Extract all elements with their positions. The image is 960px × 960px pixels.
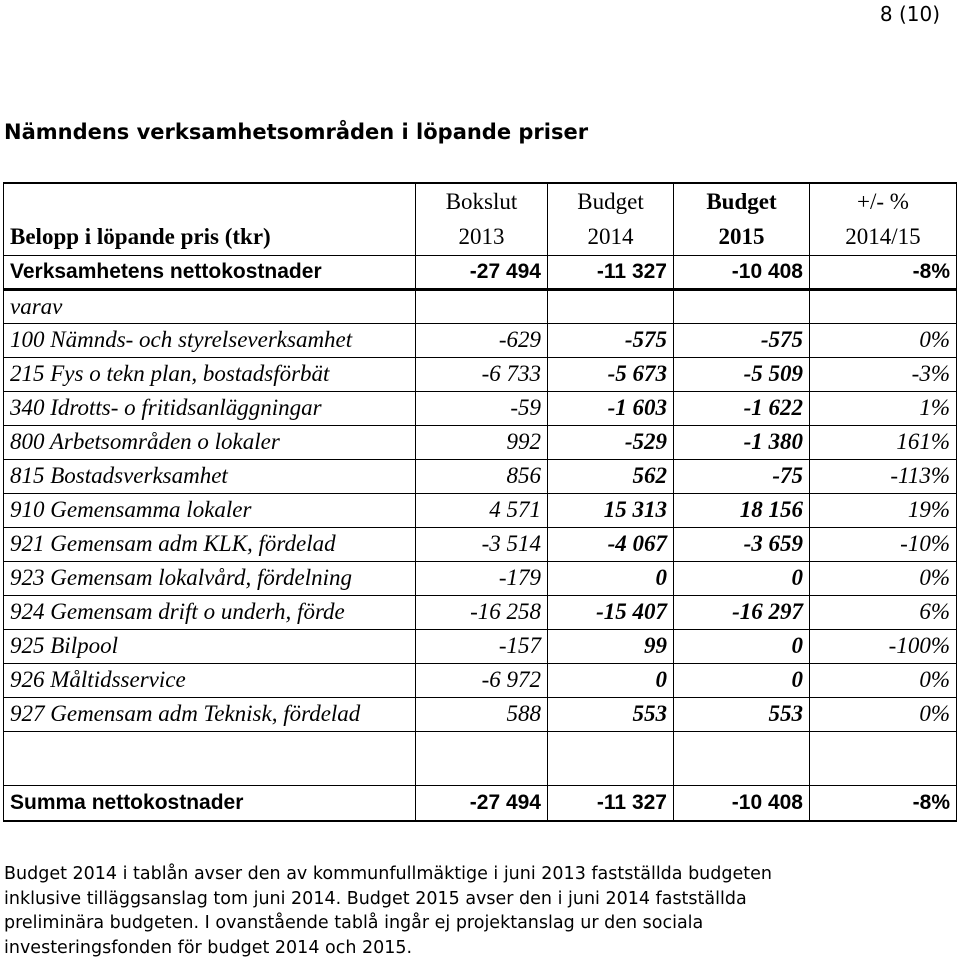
table-row	[4, 493, 957, 527]
row-label: 815 Bostadsverksamhet	[4, 459, 416, 493]
table-row	[4, 425, 957, 459]
row-label: 215 Fys o tekn plan, bostadsförbät	[4, 357, 416, 391]
row-value: -16 258	[416, 595, 548, 629]
table-row	[4, 629, 957, 663]
row-value: 0	[548, 663, 674, 697]
total-value: -27 494	[416, 785, 548, 821]
row-label: 910 Gemensamma lokaler	[4, 493, 416, 527]
row-value: -179	[416, 561, 548, 595]
total-label: Summa nettokostnader	[4, 785, 416, 821]
row-value: 588	[416, 697, 548, 731]
table-row	[4, 527, 957, 561]
total-value: -11 327	[548, 785, 674, 821]
row-value: -5 509	[674, 357, 810, 391]
row-value: -10%	[810, 527, 957, 561]
row-value: -59	[416, 391, 548, 425]
row-value: 562	[548, 459, 674, 493]
row-value: -3 659	[674, 527, 810, 561]
row-value: 0%	[810, 697, 957, 731]
footnote-line: inklusive tilläggsanslag tom juni 2014. Budget 2015 avser den i juni 2014 fastställda	[4, 887, 944, 912]
row-value: -100%	[810, 629, 957, 663]
varav-row	[4, 289, 957, 323]
row-value: -15 407	[548, 595, 674, 629]
row-value: 0	[674, 561, 810, 595]
varav-label: varav	[4, 289, 416, 323]
row-value: 99	[548, 629, 674, 663]
row-value: 1%	[810, 391, 957, 425]
header-col-change: +/- %	[810, 183, 957, 219]
budget-table	[3, 182, 957, 822]
netto-value: -27 494	[416, 255, 548, 289]
row-value: -629	[416, 323, 548, 357]
row-value: 0%	[810, 323, 957, 357]
row-label: 923 Gemensam lokalvård, fördelning	[4, 561, 416, 595]
row-value: -113%	[810, 459, 957, 493]
table-row	[4, 561, 957, 595]
row-value: 553	[674, 697, 810, 731]
header-year-2013: 2013	[416, 219, 548, 255]
footnote-line: Budget 2014 i tablån avser den av kommunfullmäktige i juni 2013 fastställda budgeten	[4, 862, 944, 887]
table-row	[4, 391, 957, 425]
table-row	[4, 595, 957, 629]
header-label-cell	[4, 183, 416, 219]
row-label: 100 Nämnds- och styrelseverksamhet	[4, 323, 416, 357]
total-value: -10 408	[674, 785, 810, 821]
spacer-row	[4, 731, 957, 785]
footnote-line: investeringsfonden för budget 2014 och 2015.	[4, 936, 944, 960]
row-label: 924 Gemensam drift o underh, förde	[4, 595, 416, 629]
row-label: 926 Måltidsservice	[4, 663, 416, 697]
row-label: 800 Arbetsområden o lokaler	[4, 425, 416, 459]
header-col-budget-2015: Budget	[674, 183, 810, 219]
table-header-row-2	[4, 219, 957, 255]
row-value: -575	[674, 323, 810, 357]
row-value: 0%	[810, 561, 957, 595]
row-value: 856	[416, 459, 548, 493]
header-label: Belopp i löpande pris (tkr)	[4, 219, 416, 255]
netto-value: -11 327	[548, 255, 674, 289]
row-value: -157	[416, 629, 548, 663]
row-value: 0	[674, 663, 810, 697]
page-number: 8 (10)	[880, 2, 940, 26]
row-label: 340 Idrotts- o fritidsanläggningar	[4, 391, 416, 425]
row-value: -575	[548, 323, 674, 357]
row-value: -3 514	[416, 527, 548, 561]
table-row	[4, 323, 957, 357]
row-value: -3%	[810, 357, 957, 391]
row-value: 553	[548, 697, 674, 731]
row-value: -1 603	[548, 391, 674, 425]
row-value: -6 972	[416, 663, 548, 697]
header-col-budget-2014: Budget	[548, 183, 674, 219]
row-value: 992	[416, 425, 548, 459]
row-label: 925 Bilpool	[4, 629, 416, 663]
netto-value: -8%	[810, 255, 957, 289]
footnote	[4, 862, 944, 960]
row-value: -75	[674, 459, 810, 493]
section-title: Nämndens verksamhetsområden i löpande priser	[4, 120, 588, 144]
row-value: 0%	[810, 663, 957, 697]
row-value: -4 067	[548, 527, 674, 561]
footnote-line: preliminära budgeten. I ovanstående tablå ingår ej projektanslag ur den sociala	[4, 911, 944, 936]
row-value: 161%	[810, 425, 957, 459]
header-year-2015: 2015	[674, 219, 810, 255]
row-value: 0	[674, 629, 810, 663]
header-period: 2014/15	[810, 219, 957, 255]
row-value: -16 297	[674, 595, 810, 629]
header-year-2014: 2014	[548, 219, 674, 255]
row-value: -1 380	[674, 425, 810, 459]
netto-row	[4, 255, 957, 289]
table-row	[4, 459, 957, 493]
table-row	[4, 357, 957, 391]
table-row	[4, 663, 957, 697]
table-header-row-1	[4, 183, 957, 219]
row-value: -529	[548, 425, 674, 459]
row-value: 15 313	[548, 493, 674, 527]
netto-label: Verksamhetens nettokostnader	[4, 255, 416, 289]
row-value: -1 622	[674, 391, 810, 425]
row-value: 18 156	[674, 493, 810, 527]
row-value: 4 571	[416, 493, 548, 527]
header-col-bokslut: Bokslut	[416, 183, 548, 219]
netto-value: -10 408	[674, 255, 810, 289]
total-value: -8%	[810, 785, 957, 821]
row-value: 6%	[810, 595, 957, 629]
row-value: -6 733	[416, 357, 548, 391]
table-row	[4, 697, 957, 731]
row-label: 921 Gemensam adm KLK, fördelad	[4, 527, 416, 561]
row-value: 19%	[810, 493, 957, 527]
row-value: 0	[548, 561, 674, 595]
row-label: 927 Gemensam adm Teknisk, fördelad	[4, 697, 416, 731]
table-rows	[4, 323, 957, 731]
row-value: -5 673	[548, 357, 674, 391]
total-row	[4, 785, 957, 821]
